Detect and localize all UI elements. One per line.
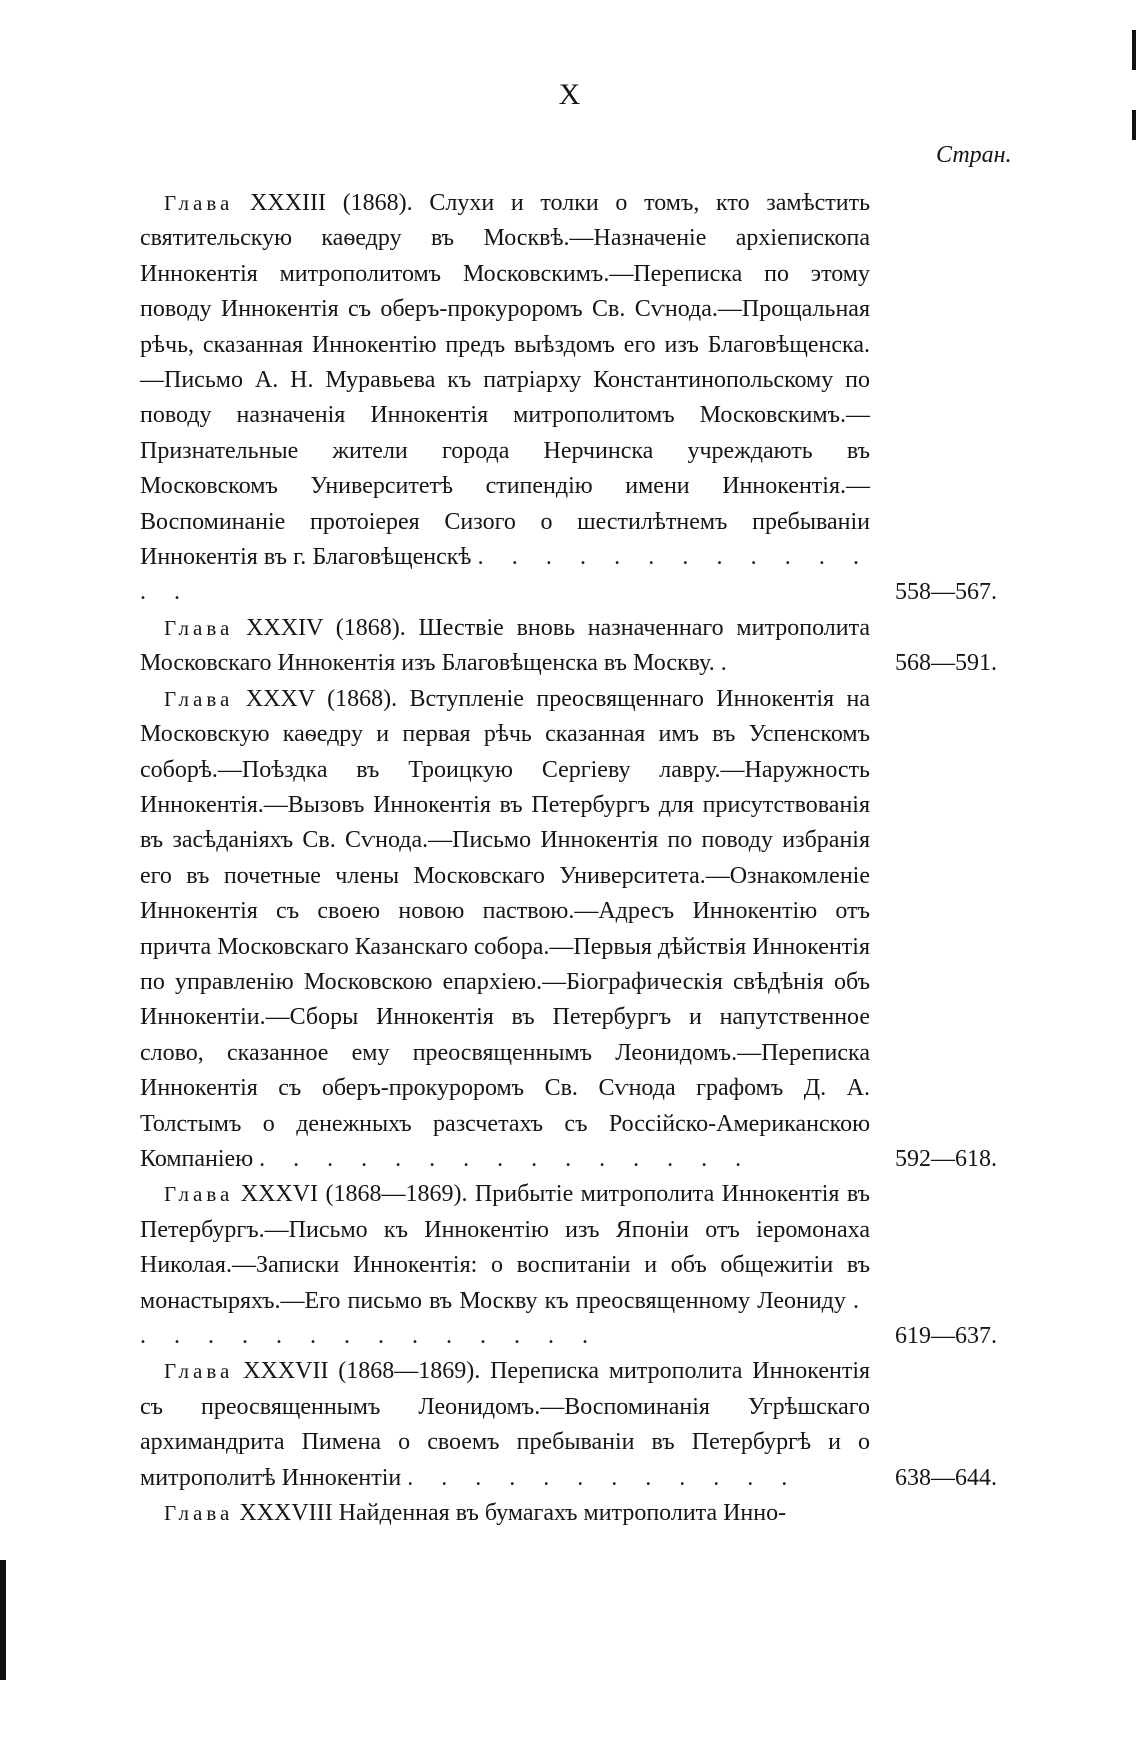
entry-text [140,682,870,1178]
dot-leader: . . . . . . . . . . . . . . . [140,1287,870,1349]
entry-description: (1868). Шествіе вновь назначеннаго митрополита Московскаго Иннокентія изъ Благовѣщенска въ Москву. [140,614,871,677]
chapter-word: Глава [164,686,234,711]
chapter-word: Глава [164,1359,234,1384]
chapter-number: XXXV [245,685,315,712]
scan-edge-mark [1132,30,1136,70]
page-range: 619—637. [895,1323,997,1349]
entry-text [140,1177,870,1354]
chapter-number: XXXVI [240,1181,319,1208]
chapter-word: Глава [164,191,234,215]
toc-entry [140,186,1045,611]
entry-text [140,186,870,611]
page-range: 568—591. [895,650,997,677]
chapter-number: XXXVIII [239,1500,333,1527]
chapter-number: XXXVII [243,1358,329,1385]
toc-entry [140,1496,1045,1531]
chapter-number: XXXIII [250,190,326,216]
table-of-contents [140,186,1045,1531]
entry-text [140,1354,870,1496]
dot-leader: . . . . . . . . . . . . . . . [259,1145,753,1172]
scan-edge-mark [1132,110,1136,140]
page-range: 638—644. [895,1464,997,1491]
chapter-word: Глава [164,1182,234,1207]
toc-entry [140,611,1045,682]
dot-leader: . . . . . . . . . . . . . . [140,544,871,606]
scan-edge-mark [0,1560,6,1680]
page-number: X [558,78,582,111]
page-range: 558—567. [895,579,997,606]
page-range: 592—618. [895,1145,997,1172]
dot-leader: . [720,650,738,677]
dot-leader: . . . . . . . . . . . . [407,1464,799,1491]
toc-entry [140,682,1045,1178]
chapter-number: XXXIV [246,614,323,641]
entry-description: (1868—1869). Переписка митрополита Иннокентія съ преосвященнымъ Леонидомъ.—Воспоминанія Угрѣшскаго архимандрита Пимена о своемъ пребываніи въ Петербургѣ и о митрополитѣ Иннокентіи [140,1358,871,1491]
entry-text [140,1496,870,1531]
toc-entry [140,1354,1045,1496]
chapter-word: Глава [164,1501,234,1526]
entry-description: (1868). Вступленіе преосвященнаго Иннокентія на Московскую каѳедру и первая рѣчь сказанная имъ въ Успенскомъ соборѣ.—Поѣздка въ Троицкую Сергіеву лавру.—Наружность Иннокентія.—Вызовъ Иннокентія въ Петербургъ для присутствованія въ засѣданіяхъ Св. Сѵнода.—Письмо Иннокентія по поводу избранія его въ почетные члены Московскаго Университета.—Ознакомленіе Иннокентія съ своею новою паствою.—Адресъ Иннокентію отъ причта Московскаго Казанскаго собора.—Первыя дѣйствія Иннокентія по управленію Московскою епархіею.—Біографическія свѣдѣнія объ Иннокентіи.—Сборы Иннокентія въ Петербургъ и напутственное слово, сказанное ему преосвященнымъ Леонидомъ.—Переписка Иннокентія съ оберъ-прокуроромъ Св. Сѵнода графомъ Д. А. Толстымъ о денежныхъ разсчетахъ съ Россійско-Американскою Компаніею [140,685,870,1172]
entry-text [140,611,870,682]
chapter-word: Глава [164,615,234,640]
toc-entry [140,1177,1045,1354]
pages-column-header: Стран. [936,142,1012,168]
entry-description: (1868—1869). Прибытіе митрополита Иннокентія въ Петербургъ.—Письмо къ Иннокентію изъ Японіи отъ іеромонаха Николая.—Записки Иннокентія: о воспитаніи и объ общежитіи въ монастыряхъ.—Его письмо въ Москву къ преосвященному Леониду [140,1181,870,1314]
entry-description: (1868). Слухи и толки о томъ, кто замѣстить святительскую каѳедру въ Москвѣ.—Назначеніе архіепископа Иннокентія митрополитомъ Московскимъ.—Переписка по этому поводу Иннокентія съ оберъ-прокуроромъ Св. Сѵнода.—Прощальная рѣчь, сказанная Иннокентію предъ выѣздомъ его изъ Благовѣщенска.—Письмо А. Н. Муравьева къ патріарху Константинопольскому по поводу назначенія Иннокентія митрополитомъ Московскимъ.—Признательные жители города Нерчинска учреждають въ Московскомъ Университетѣ стипендію имени Иннокентія.—Воспоминаніе протоіерея Сизого о шестилѣтнемъ пребываніи Иннокентія въ г. Благовѣщенскѣ [140,190,871,571]
entry-description: Найденная въ бумагахъ митрополита Инно- [338,1500,787,1527]
